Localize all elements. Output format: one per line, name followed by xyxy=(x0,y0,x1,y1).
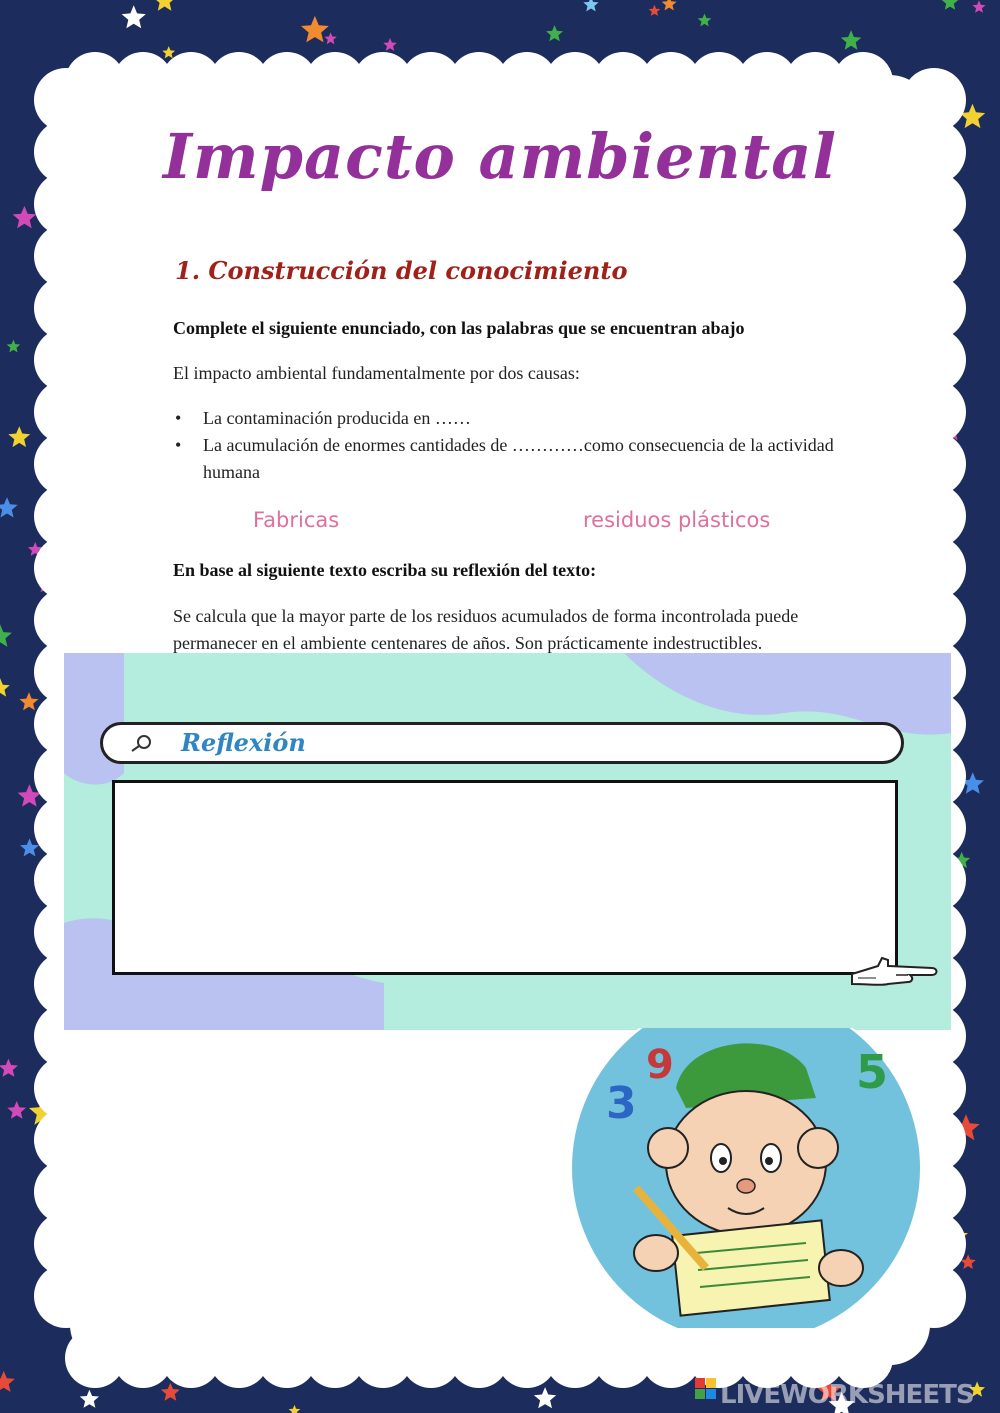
section-heading: 1. Construcción del conocimiento xyxy=(175,256,628,285)
reflection-label: Reflexión xyxy=(181,728,306,757)
pointing-hand-icon xyxy=(848,944,940,992)
list-item xyxy=(173,432,853,486)
list-item xyxy=(173,405,853,432)
svg-text:9: 9 xyxy=(646,1042,674,1088)
svg-text:5: 5 xyxy=(856,1045,889,1099)
cloud-edge xyxy=(34,1264,98,1328)
reflection-answer-field[interactable] xyxy=(112,780,898,975)
intro-text: El impacto ambiental fundamentalmente por dos causas: xyxy=(173,363,580,383)
word-bank-item[interactable]: residuos plásticos xyxy=(583,508,771,532)
brand-watermark: LIVEWORKSHEETS xyxy=(720,1380,974,1410)
cloud-edge xyxy=(833,52,893,112)
brand-logo-icon xyxy=(695,1378,717,1408)
instruction-text: Complete el siguiente enunciado, con las palabras que se encuentran abajo xyxy=(173,318,745,338)
causes-list xyxy=(173,405,853,486)
cause-text: La acumulación de enormes cantidades de …………como consecuencia de la actividad humana xyxy=(203,435,834,482)
page-title: Impacto ambiental xyxy=(162,120,838,193)
bullet-icon: • xyxy=(175,408,182,428)
reflection-header-bar xyxy=(100,722,904,764)
reflection-instruction: En base al siguiente texto escriba su reflexión del texto: xyxy=(173,560,597,580)
passage-text: Se calcula que la mayor parte de los residuos acumulados de forma incontrolada puede permanecer en el ambiente centenares de años. Son prácticamente indestructibles. xyxy=(173,606,799,653)
word-bank-item[interactable]: Fabricas xyxy=(253,508,340,532)
cloud-edge xyxy=(833,1328,893,1388)
bullet-icon: • xyxy=(175,435,182,455)
child-writing-illustration xyxy=(556,1028,926,1328)
cause-text: La contaminación producida en …… xyxy=(203,408,471,428)
svg-text:3: 3 xyxy=(606,1078,637,1129)
search-icon xyxy=(129,731,155,757)
